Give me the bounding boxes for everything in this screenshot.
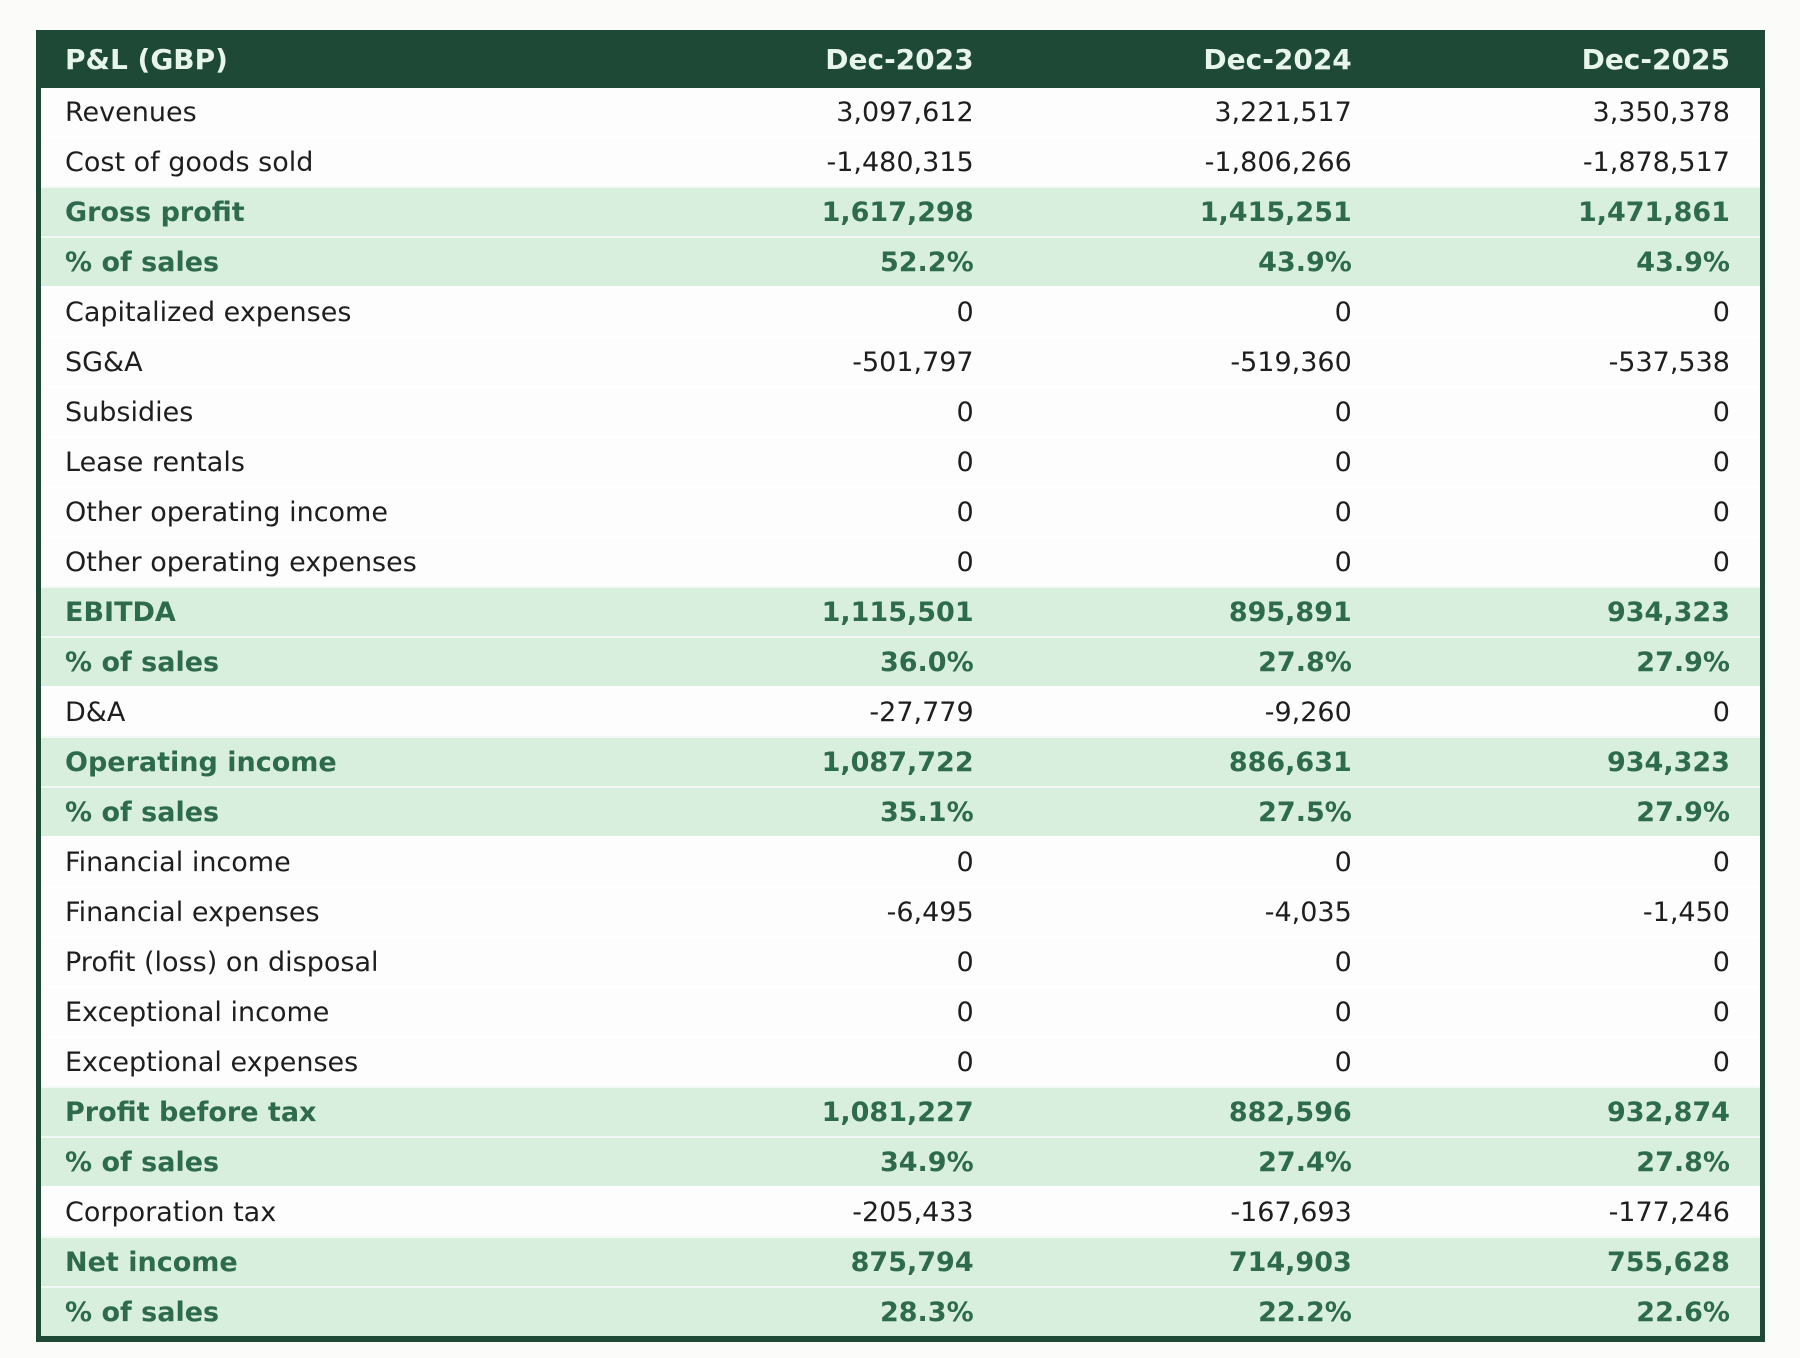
cell-value: 714,903 [1228,1246,1352,1278]
cell-value: 3,350,378 [1592,96,1730,128]
cell-value: 755,628 [1606,1246,1730,1278]
summary-row [41,736,1760,786]
cell-value: 22.2% [1258,1296,1352,1328]
header-year-dec-2025: Dec-2025 [1581,42,1730,76]
row-label: Cost of goods sold [65,146,314,178]
header-year-dec-2024: Dec-2024 [1203,42,1352,76]
table-row [41,136,1760,186]
table-row [41,1036,1760,1086]
cell-value: -537,538 [1608,346,1730,378]
cell-value: 932,874 [1606,1096,1730,1128]
cell-value: 35.1% [879,796,974,828]
cell-value: 0 [1334,446,1352,478]
table-row [41,436,1760,486]
row-label: Corporation tax [65,1196,277,1228]
row-label: Revenues [65,96,197,128]
cell-value: -1,878,517 [1582,146,1730,178]
cell-value: 36.0% [879,646,974,678]
row-label: Other operating expenses [65,546,417,578]
summary-row [41,186,1760,236]
cell-value: 934,323 [1606,746,1730,778]
cell-value: -9,260 [1264,696,1352,728]
cell-value: -519,360 [1230,346,1352,378]
row-label: D&A [65,696,126,728]
summary-row [41,1236,1760,1286]
cell-value: 0 [1334,946,1352,978]
summary-row [41,1136,1760,1186]
cell-value: 0 [956,546,974,578]
summary-row [41,636,1760,686]
row-label: Subsidies [65,396,194,428]
row-label: SG&A [65,346,143,378]
row-label: % of sales [65,646,220,678]
cell-value: 0 [1334,1046,1352,1078]
cell-value: 0 [1712,396,1730,428]
cell-value: 0 [956,946,974,978]
row-label: Capitalized expenses [65,296,352,328]
table-row [41,336,1760,386]
summary-row [41,586,1760,636]
row-label: Other operating income [65,496,388,528]
table-row [41,686,1760,736]
cell-value: 0 [956,446,974,478]
cell-value: 27.8% [1636,1146,1730,1178]
table-row [41,936,1760,986]
header-year-dec-2023: Dec-2023 [825,42,974,76]
cell-value: 0 [956,996,974,1028]
row-label: Gross profit [65,196,245,228]
cell-value: 0 [1712,996,1730,1028]
summary-row [41,786,1760,836]
cell-value: 934,323 [1606,596,1730,628]
cell-value: -177,246 [1608,1196,1730,1228]
cell-value: -6,495 [886,896,974,928]
cell-value: 0 [1334,846,1352,878]
cell-value: 895,891 [1228,596,1352,628]
cell-value: 0 [1334,996,1352,1028]
cell-value: -4,035 [1264,896,1352,928]
cell-value: 0 [1712,296,1730,328]
cell-value: -1,450 [1642,896,1730,928]
table-row [41,886,1760,936]
cell-value: 875,794 [850,1246,974,1278]
row-label: Financial income [65,846,291,878]
cell-value: 0 [1712,1046,1730,1078]
cell-value: -1,480,315 [826,146,974,178]
row-label: Financial expenses [65,896,320,928]
cell-value: 0 [1334,496,1352,528]
pnl-rows [41,88,1760,1336]
table-row [41,1186,1760,1236]
cell-value: 3,097,612 [836,96,974,128]
cell-value: 0 [1334,546,1352,578]
pnl-statement-table [36,30,1765,1342]
cell-value: 27.9% [1636,796,1730,828]
cell-value: -1,806,266 [1204,146,1352,178]
cell-value: 27.9% [1636,646,1730,678]
row-label: Exceptional income [65,996,330,1028]
cell-value: 0 [1712,496,1730,528]
cell-value: 1,087,722 [821,746,974,778]
table-header-row [41,30,1760,88]
cell-value: -205,433 [852,1196,974,1228]
table-row [41,836,1760,886]
row-label: Operating income [65,746,337,778]
cell-value: 43.9% [1636,246,1730,278]
cell-value: 52.2% [879,246,974,278]
row-label: Profit before tax [65,1096,317,1128]
row-label: % of sales [65,246,220,278]
cell-value: 43.9% [1258,246,1352,278]
cell-value: 27.8% [1258,646,1352,678]
row-label: % of sales [65,1146,220,1178]
table-row [41,386,1760,436]
cell-value: 1,081,227 [821,1096,974,1128]
row-label: Exceptional expenses [65,1046,359,1078]
cell-value: 1,415,251 [1199,196,1352,228]
cell-value: 0 [1712,846,1730,878]
table-row [41,88,1760,136]
cell-value: 34.9% [879,1146,974,1178]
cell-value: 0 [956,1046,974,1078]
cell-value: 27.4% [1258,1146,1352,1178]
cell-value: 0 [956,496,974,528]
cell-value: 3,221,517 [1214,96,1352,128]
cell-value: -167,693 [1230,1196,1352,1228]
cell-value: 1,617,298 [821,196,974,228]
cell-value: 0 [956,296,974,328]
cell-value: 1,471,861 [1577,196,1730,228]
cell-value: -501,797 [852,346,974,378]
row-label: % of sales [65,1296,220,1328]
row-label: Lease rentals [65,446,245,478]
cell-value: 0 [1334,296,1352,328]
cell-value: -27,779 [869,696,974,728]
summary-row [41,1086,1760,1136]
summary-row [41,236,1760,286]
cell-value: 0 [956,396,974,428]
cell-value: 0 [1712,696,1730,728]
cell-value: 28.3% [879,1296,974,1328]
row-label: Profit (loss) on disposal [65,946,379,978]
cell-value: 0 [1334,396,1352,428]
header-title-cell: P&L (GBP) [65,42,228,76]
cell-value: 0 [1712,546,1730,578]
cell-value: 886,631 [1228,746,1352,778]
summary-row [41,1286,1760,1336]
cell-value: 27.5% [1258,796,1352,828]
table-row [41,286,1760,336]
table-row [41,986,1760,1036]
table-row [41,536,1760,586]
cell-value: 0 [956,846,974,878]
cell-value: 1,115,501 [821,596,974,628]
cell-value: 22.6% [1636,1296,1730,1328]
row-label: EBITDA [65,596,176,628]
cell-value: 0 [1712,446,1730,478]
cell-value: 0 [1712,946,1730,978]
row-label: % of sales [65,796,220,828]
row-label: Net income [65,1246,238,1278]
cell-value: 882,596 [1228,1096,1352,1128]
table-row [41,486,1760,536]
